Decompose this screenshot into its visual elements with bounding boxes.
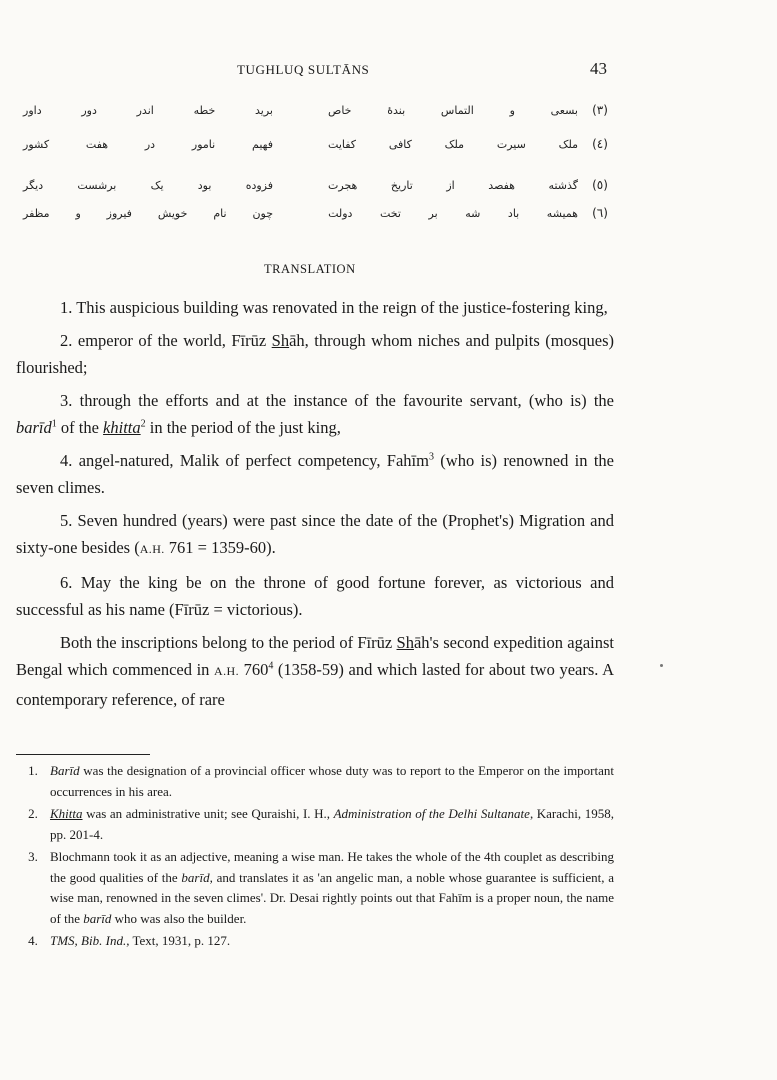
persian-word: از [446, 178, 455, 192]
footnote-text [50, 931, 614, 952]
persian-word: ملک [444, 137, 465, 151]
paragraph-text: 4. angel-natured, Malik of perfect competency, Fahīm [60, 450, 429, 470]
footnote-body: was an administrative unit; see Quraishi, I. H., [82, 806, 334, 821]
persian-word: کافی [388, 137, 412, 151]
italic-term: barīd [16, 418, 52, 437]
footnote-2 [16, 804, 614, 845]
persian-word: دور [81, 103, 97, 117]
footnote-ref: 3 [428, 451, 434, 462]
paragraph-text: āh, through whom niches and pulpits (mosques) flourished; [16, 330, 614, 377]
paragraph-text: 6. May the king be on the throne of good fortune forever, as victorious and successful as his name (Fīrūz = victorious). [16, 572, 614, 619]
persian-line-5 [16, 173, 616, 197]
persian-word: هفت [85, 137, 109, 151]
paragraph-text: 3. through the efforts and at the instance of the favourite servant, (who is) the [60, 390, 614, 410]
underlined-transliteration: Sh [396, 632, 414, 652]
persian-line-4 [16, 132, 616, 156]
persian-word: چون [252, 206, 273, 220]
running-head: TUGHLUQ SULTĀNS [237, 62, 370, 77]
persian-word: کفایت [328, 137, 357, 151]
persian-hemistich-left [23, 138, 273, 151]
footnote-3 [16, 847, 614, 929]
persian-word: هفصد [488, 178, 515, 192]
persian-word: بر [428, 206, 438, 220]
translation-line-3 [16, 387, 614, 442]
translation-line-2 [16, 327, 614, 382]
persian-word: ملک [558, 137, 578, 151]
footnote-divider [16, 754, 150, 755]
translation-body [16, 294, 614, 718]
era-abbreviation: A.H. [139, 542, 165, 556]
persian-word: و [75, 206, 81, 220]
persian-word: دیگر [23, 178, 44, 192]
paragraph-text: (1358-59) and which lasted for about two years. A contemporary reference, of rare [16, 660, 614, 709]
persian-line-number: (٦) [592, 206, 608, 220]
persian-line-6 [16, 201, 616, 225]
footnote-4 [16, 931, 614, 952]
persian-word: هجرت [328, 178, 358, 192]
page-number: 43 [590, 59, 607, 78]
paragraph-text: Both the inscriptions belong to the period of Fīrūz [60, 632, 397, 652]
source-title: TMS, Bib. Ind., [50, 933, 130, 948]
footnote-text [50, 761, 614, 802]
persian-word: سیرت [496, 137, 526, 151]
persian-word: مظفر [23, 206, 50, 220]
footnote-text [50, 847, 614, 929]
italic-term: khitta [103, 418, 141, 437]
persian-word: اندر [136, 103, 154, 117]
persian-line-number: (٤) [592, 137, 608, 151]
footnote-body: who was also the builder. [111, 910, 247, 926]
footnote-number: 1. [28, 763, 38, 778]
persian-word: در [144, 137, 156, 151]
persian-word: برید [255, 103, 273, 117]
persian-word: فیروز [106, 206, 132, 220]
translation-line-6 [16, 569, 614, 624]
italic-term: Khitta [50, 806, 83, 821]
persian-word: نام [213, 206, 227, 220]
era-abbreviation: A.H. [214, 664, 239, 678]
persian-word: بود [197, 178, 212, 192]
persian-word: خاص [328, 103, 352, 117]
persian-word: برشست [77, 178, 117, 192]
footnote-number: 3. [28, 849, 38, 864]
persian-line-number: (٥) [592, 178, 608, 192]
persian-word: تخت [380, 206, 401, 220]
paragraph-text: 5. Seven hundred (years) were past since the date of the (Prophet's) Migration and sixty-one besides ( [16, 510, 614, 557]
persian-word: فهیم [252, 137, 273, 151]
persian-word: یک [150, 178, 164, 192]
persian-word: بندهٔ [387, 103, 406, 117]
italic-term: barīd, [181, 869, 213, 885]
persian-line-number: (٣) [592, 103, 608, 117]
persian-word: کشور [23, 137, 50, 151]
persian-hemistich-left [23, 179, 273, 192]
paragraph-text: 1. This auspicious building was renovated in the reign of the justice-fostering king, [60, 298, 608, 317]
underlined-transliteration: Sh [271, 330, 290, 350]
persian-word: گذشته [548, 178, 578, 192]
italic-term: Barīd [50, 763, 80, 778]
footnote-text [50, 804, 614, 845]
footnote-ref: 2 [140, 418, 146, 430]
paragraph-text: (who is) renowned in the seven climes. [16, 450, 614, 497]
translation-line-5 [16, 507, 614, 564]
translation-line-1 [16, 294, 614, 322]
persian-word: بسعی [550, 103, 578, 117]
translation-heading: TRANSLATION [264, 262, 356, 276]
paragraph-text: 761 = 1359-60). [164, 538, 276, 557]
persian-hemistich-left [23, 104, 273, 117]
persian-hemistich-right [328, 179, 578, 192]
footnote-1 [16, 761, 614, 802]
persian-word: همیشه [546, 206, 578, 220]
translation-line-4 [16, 447, 614, 502]
persian-word: نامور [191, 137, 216, 151]
book-title: Administration of the Delhi Sultanate [333, 806, 530, 821]
paragraph-text: 760 [238, 660, 269, 679]
footnote-number: 4. [28, 933, 38, 948]
persian-word: التماس [440, 103, 474, 117]
persian-hemistich-left [23, 207, 273, 220]
persian-word: دولت [328, 206, 353, 220]
persian-word: شه [465, 206, 481, 220]
persian-inscription [16, 98, 616, 233]
persian-word: داور [23, 103, 42, 117]
persian-word: خویش [157, 206, 188, 220]
paragraph-text: in the period of the just king, [145, 418, 341, 437]
persian-word: و [509, 103, 515, 117]
footnotes [16, 761, 614, 954]
persian-word: تاریخ [390, 178, 413, 192]
persian-hemistich-right [328, 138, 578, 151]
persian-word: باد [507, 206, 520, 220]
persian-word: خطه [193, 103, 216, 117]
persian-hemistich-right [328, 207, 578, 220]
print-speck [660, 664, 663, 667]
persian-line-3 [16, 98, 616, 122]
italic-term: barīd [83, 910, 112, 926]
footnote-body: Blochmann took it as an adjective, meaning a wise man. He takes the whole of the 4th couplet as describing the good qualities of the [50, 849, 614, 885]
footnote-ref: 4 [268, 660, 274, 672]
footnote-ref: 1 [51, 418, 57, 430]
paragraph-text: 2. emperor of the world, Fīrūz [60, 330, 272, 350]
commentary-paragraph [16, 629, 614, 714]
persian-hemistich-right [328, 104, 578, 117]
paragraph-text: of the [56, 418, 104, 437]
footnote-body: Text, 1931, p. 127. [129, 933, 231, 948]
persian-word: فزوده [245, 178, 273, 192]
footnote-body: , Karachi, 1958, pp. 201-4. [50, 806, 615, 842]
paragraph-text: āh's second expedition against Bengal which commenced in [16, 632, 615, 679]
footnote-body: and translates it as 'an angelic man, a noble whose guarantee is sufficient, a wise man, renowned in the seven climes'. Dr. Desai rightly points out that Fahīm is a proper noun, the name of the [50, 869, 614, 926]
footnote-number: 2. [28, 806, 38, 821]
footnote-body: was the designation of a provincial officer whose duty was to report to the Emperor on the important occurrences in his area. [50, 763, 614, 799]
